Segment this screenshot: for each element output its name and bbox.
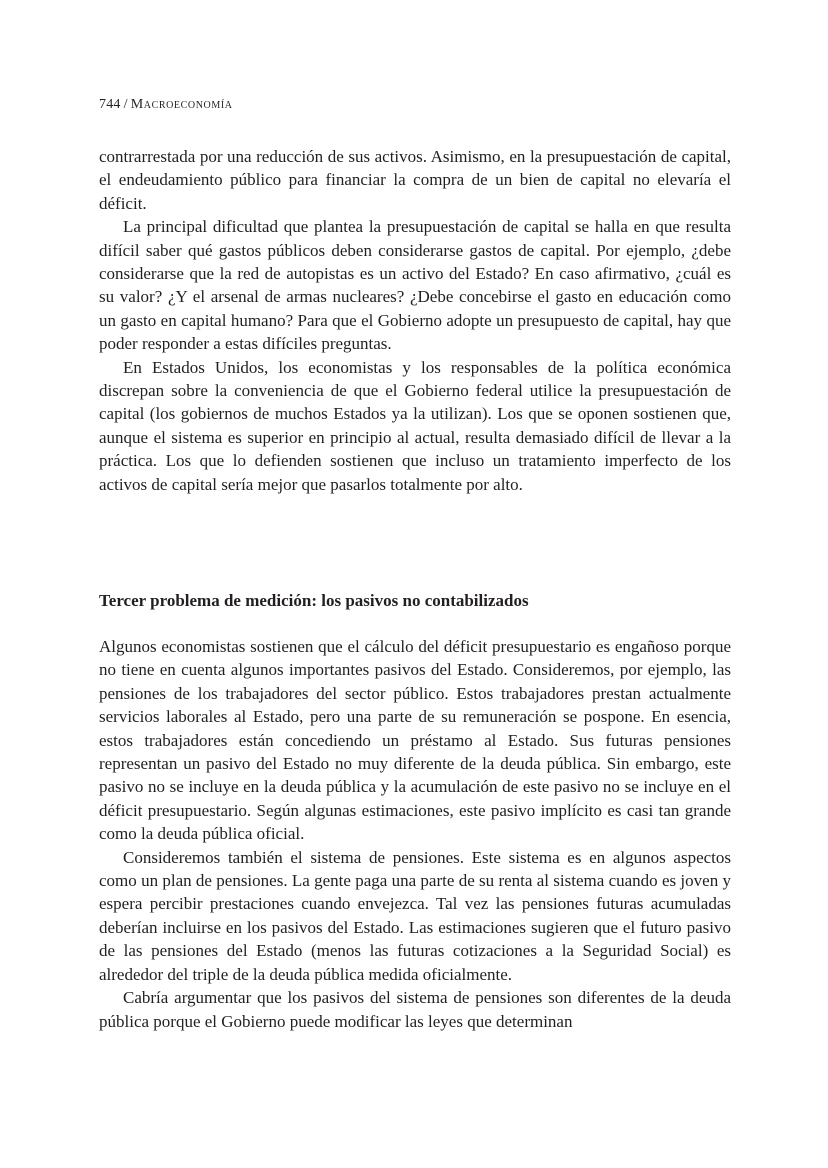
text-block-capital-budgeting: [99, 145, 731, 496]
paragraph: Consideremos también el sistema de pensiones. Este sistema es en algunos aspectos como un plan de pensiones. La gente paga una parte de su renta al sistema cuando es joven y espera percibir prestaciones cuando envejezca. Tal vez las pensiones futuras acumuladas deberían incluirse en los pasivos del Estado. Las estimaciones sugieren que el futuro pasivo de las pensiones del Estado (menos las futuras cotizaciones a la Seguridad Social) es alrededor del triple de la deuda pública medida oficialmente.: [99, 847, 731, 984]
paragraph: Algunos economistas sostienen que el cálculo del déficit presupuestario es engañoso porque no tiene en cuenta algunos importantes pasivos del Estado. Consideremos, por ejemplo, las pensiones de los trabajadores del sector público. Estos trabajadores prestan actualmente servicios laborales al Estado, pero una parte de su remuneración se pospone. En esencia, estos trabajadores están concediendo un préstamo al Estado. Sus futuras pensiones representan un pasivo del Estado no muy diferente de la deuda pública. Sin embargo, este pasivo no se incluye en la deuda pública y la acumulación de este pasivo no se incluye en el déficit presupuestario. Según algunas estimaciones, este pasivo implícito es casi tan grande como la deuda pública oficial.: [99, 637, 731, 844]
page-number: 744: [99, 97, 121, 112]
running-head: [99, 97, 233, 113]
paragraph: La principal dificultad que plantea la presupuestación de capital se halla en que resulta difícil saber qué gastos públicos deben considerarse gastos de capital. Por ejemplo, ¿debe considerarse que la red de autopistas es un activo del Estado? En caso afirmativo, ¿cuál es su valor? ¿Y el arsenal de armas nucleares? ¿Debe concebirse el gasto en educación como un gasto en capital humano? Para que el Gobierno adopte un presupuesto de capital, hay que poder responder a estas difíciles preguntas.: [99, 217, 731, 354]
paragraph: contrarrestada por una reducción de sus activos. Asimismo, en la presupuestación de capital, el endeudamiento público para financiar la compra de un bien de capital no elevaría el déficit.: [99, 147, 731, 213]
paragraph: En Estados Unidos, los economistas y los responsables de la política económica discrepan sobre la conveniencia de que el Gobierno federal utilice la presupuestación de capital (los gobiernos de muchos Estados ya la utilizan). Los que se oponen sostienen que, aunque el sistema es superior en principio al actual, resulta demasiado difícil de llevar a la práctica. Los que lo defienden sostienen que incluso un tratamiento imperfecto de los activos de capital sería mejor que pasarlos totalmente por alto.: [99, 357, 731, 494]
text-block-unrecorded-liabilities: [99, 635, 731, 1033]
header-separator: /: [123, 97, 128, 112]
section-heading: Tercer problema de medición: los pasivos no contabilizados: [99, 591, 529, 610]
book-title: Macroeconomía: [130, 97, 233, 112]
paragraph: Cabría argumentar que los pasivos del sistema de pensiones son diferentes de la deuda pública porque el Gobierno puede modificar las leyes que determinan: [99, 988, 731, 1031]
